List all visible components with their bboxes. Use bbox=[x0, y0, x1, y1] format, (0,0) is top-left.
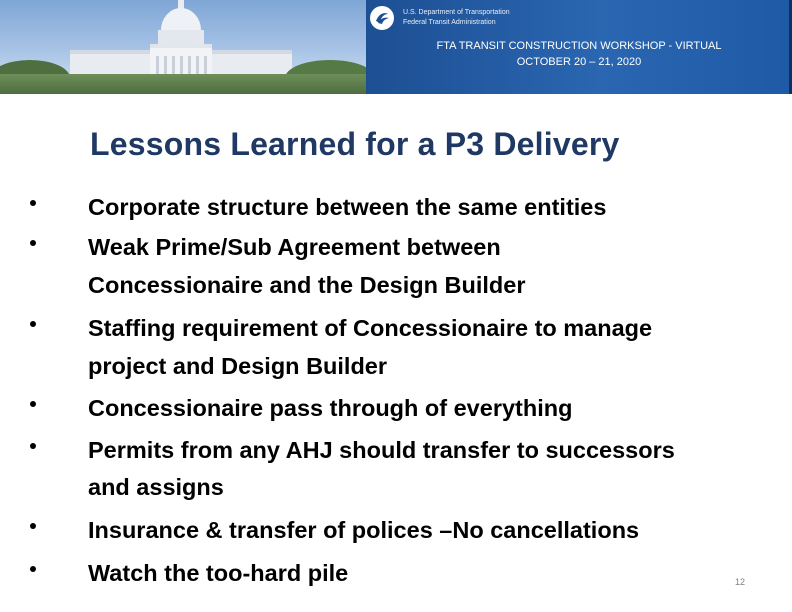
dot-logo-icon bbox=[370, 6, 394, 30]
bullet-dot-icon bbox=[30, 523, 36, 529]
capitol-building-image bbox=[0, 0, 366, 94]
workshop-title bbox=[366, 38, 792, 70]
bullet-dot-icon bbox=[30, 321, 36, 327]
bullet-text-continued: project and Design Builder bbox=[88, 353, 388, 379]
bullet-dot-icon bbox=[30, 240, 36, 246]
bullet-text: Insurance & transfer of polices –No cancellations bbox=[88, 517, 640, 543]
workshop-dates: OCTOBER 20 – 21, 2020 bbox=[516, 56, 642, 68]
bullet-dot-icon bbox=[30, 401, 36, 407]
agency-line-2: Federal Transit Administration bbox=[403, 19, 496, 26]
bullet-dot-icon bbox=[30, 566, 36, 572]
bullet-text: Staffing requirement of Concessionaire to manage bbox=[88, 315, 653, 341]
page-number: 12 bbox=[735, 577, 746, 587]
agency-name bbox=[403, 8, 510, 28]
bullet-text: Permits from any AHJ should transfer to successors bbox=[88, 437, 675, 463]
workshop-line-1: FTA TRANSIT CONSTRUCTION WORKSHOP - VIRTUAL bbox=[436, 40, 722, 52]
agency-line-1: U.S. Department of Transportation bbox=[403, 9, 510, 16]
bullet-text-continued: and assigns bbox=[88, 474, 224, 500]
header-banner bbox=[0, 0, 792, 94]
bullet-text-continued: Concessionaire and the Design Builder bbox=[88, 272, 526, 298]
bullet-text: Corporate structure between the same entities bbox=[88, 194, 607, 220]
bullet-text: Weak Prime/Sub Agreement between bbox=[88, 234, 501, 260]
bullet-text: Concessionaire pass through of everything bbox=[88, 395, 573, 421]
bullet-text: Watch the too-hard pile bbox=[88, 560, 349, 586]
bullet-dot-icon bbox=[30, 200, 36, 206]
slide-title: Lessons Learned for a P3 Delivery bbox=[90, 126, 620, 162]
bullet-dot-icon bbox=[30, 443, 36, 449]
